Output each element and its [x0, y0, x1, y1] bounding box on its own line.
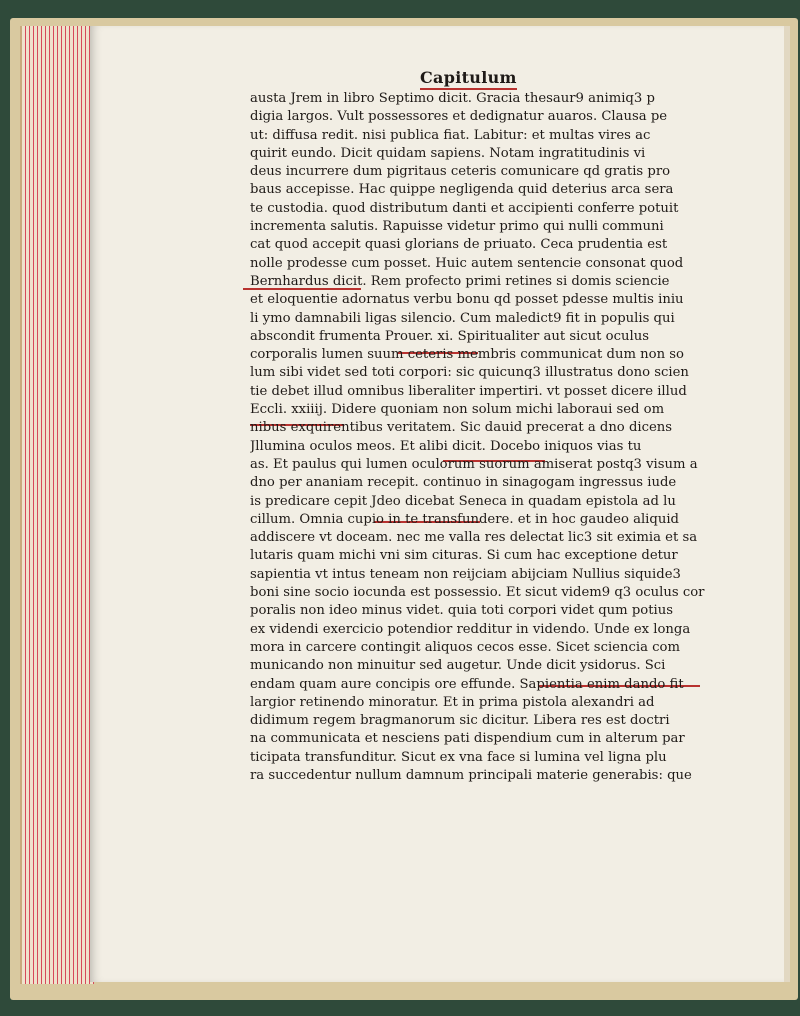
- text-line: ticipata transfunditur. Sicut ex vna face si lumina vel ligna plu: [250, 749, 667, 765]
- text-line: nibus exquirentibus veritatem. Sic dauid precerat a dno dicens: [250, 420, 673, 436]
- text-line: baus accepisse. Hac quippe negligenda quid deterius arca sera: [250, 182, 674, 198]
- text-line: endam quam aure concipis ore effunde. Sapientia enim dando fit: [250, 676, 684, 692]
- text-line: et eloquentie adornatus verbu bonu qd posset pdesse multis iniu: [250, 292, 684, 308]
- text-line: na communicata et nesciens pati dispendium cum in alterum par: [250, 731, 685, 747]
- text-line: austa Jrem in libro Septimo dicit. Gracia thesaur9 animiq3 p: [250, 91, 655, 106]
- page-edges: [20, 26, 94, 984]
- text-line: corporalis lumen suum ceteris membris communicat dum non so: [250, 347, 684, 363]
- text-line: dno per ananiam recepit. continuo in sinagogam ingressus iude: [250, 475, 677, 491]
- text-line: as. Et paulus qui lumen oculorum suorum amiserat postq3 visum a: [250, 456, 698, 472]
- text-line: mora in carcere contingit aliquos cecos esse. Sicet sciencia com: [250, 639, 680, 655]
- text-line: digia largos. Vult possessores et dedignatur auaros. Clausa pe: [250, 109, 668, 125]
- text-line: abscondit frumenta Prouer. xi. Spiritualiter aut sicut oculus: [250, 328, 649, 344]
- text-line: lutaris quam michi vni sim cituras. Si cum hac exceptione detur: [250, 548, 678, 564]
- text-line: te custodia. quod distributum danti et accipienti conferre potuit: [250, 200, 679, 216]
- text-line: cat quod accepit quasi glorians de priuato. Ceca prudentia est: [250, 237, 668, 253]
- text-line: lum sibi videt sed toti corpori: sic quicunq3 illustratus dono scien: [250, 365, 689, 381]
- text-line: li ymo damnabili ligas silencio. Cum maledict9 fit in populis qui: [250, 310, 675, 326]
- text-line: didimum regem bragmanorum sic dicitur. Libera res est doctri: [250, 713, 670, 729]
- text-line: quirit eundo. Dicit quidam sapiens. Notam ingratitudinis vi: [250, 145, 646, 161]
- text-line: ra succedentur nullum damnum principali materie generabis: que: [250, 767, 692, 783]
- text-line: poralis non ideo minus videt. quia toti corpori videt qum potius: [250, 603, 673, 619]
- text-line: largior retinendo minoratur. Et in prima pistola alexandri ad: [250, 694, 655, 710]
- text-line: addiscere vt doceam. nec me valla res delectat lic3 sit eximia et sa: [250, 530, 698, 546]
- text-line: cillum. Omnia cupio in te transfundere. et in hoc gaudeo aliquid: [250, 511, 679, 527]
- text-block: [250, 90, 712, 785]
- text-line: ex videndi exercicio potendior redditur in videndo. Unde ex longa: [250, 621, 691, 637]
- text-line: municando non minuitur sed augetur. Unde dicit ysidorus. Sci: [250, 658, 666, 674]
- text-line: sapientia vt intus teneam non reijciam abijciam Nullius siquide3: [250, 566, 681, 582]
- text-line: incrementa salutis. Rapuisse videtur primo qui nulli communi: [250, 219, 664, 235]
- text-line: deus incurrere dum pigritaus ceteris comunicare qd gratis pro: [250, 164, 671, 180]
- chapter-heading: Capitulum: [420, 68, 517, 90]
- text-line: Bernhardus dicit. Rem profecto primi retines si domis sciencie: [250, 273, 670, 289]
- text-line: nolle prodesse cum posset. Huic autem sentencie consonat quod: [250, 255, 684, 271]
- text-line: ut: diffusa redit. nisi publica fiat. Labitur: et multas vires ac: [250, 127, 651, 143]
- page-gutter-shadow: [784, 26, 790, 982]
- text-line: tie debet illud omnibus liberaliter impertiri. vt posset dicere illud: [250, 383, 687, 399]
- text-line: Eccli. xxiiij. Didere quoniam non solum michi laboraui sed om: [250, 402, 665, 418]
- text-line: is predicare cepit Jdeo dicebat Seneca in quadam epistola ad lu: [250, 493, 676, 509]
- text-line: boni sine socio iocunda est possessio. Et sicut videm9 q3 oculus cor: [250, 585, 705, 601]
- text-line: Jllumina oculos meos. Et alibi dicit. Docebo iniquos vias tu: [250, 438, 642, 454]
